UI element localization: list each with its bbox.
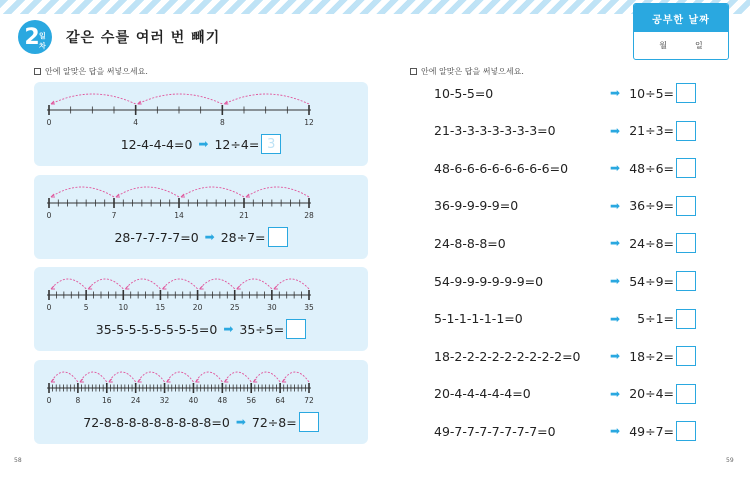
- number-line: [34, 82, 368, 132]
- tick-label: 64: [275, 396, 285, 405]
- division-expression: 35÷5=: [239, 321, 285, 337]
- jump-arc: [253, 372, 280, 382]
- jump-arc: [282, 372, 309, 382]
- answer-box[interactable]: [676, 271, 696, 291]
- tick-label: 21: [239, 211, 249, 220]
- subtraction-equation: 20-4-4-4-4-4=0: [434, 386, 531, 402]
- tick-label: 8: [219, 118, 225, 127]
- jump-arc: [80, 372, 107, 382]
- equation-row: [34, 134, 368, 154]
- equation-row: [34, 227, 368, 247]
- subtraction-equation: 28-7-7-7-7=0: [114, 229, 199, 245]
- equation-row: [34, 319, 368, 339]
- answer-box[interactable]: [676, 421, 696, 441]
- arrow-right-icon: ➡: [198, 137, 209, 151]
- subtraction-equation: 21-3-3-3-3-3-3-3=0: [434, 123, 556, 139]
- lesson-header: [18, 20, 220, 54]
- tick-label: 48: [217, 396, 228, 405]
- tick-label: 5: [83, 303, 89, 312]
- answer-box[interactable]: [676, 309, 696, 329]
- jump-arc: [51, 279, 86, 289]
- jump-arc: [181, 187, 244, 197]
- answer-box[interactable]: 3: [261, 134, 281, 154]
- month-label: 월: [659, 41, 667, 50]
- arrow-right-icon: ➡: [609, 311, 620, 326]
- jump-arc: [274, 279, 309, 289]
- number-line: [34, 360, 368, 410]
- instruction-left: [34, 66, 148, 77]
- jump-arrowhead: [274, 286, 278, 289]
- tick-label: 4: [133, 118, 139, 127]
- equation-row: [434, 308, 696, 330]
- equation-row: [434, 232, 696, 254]
- number-line: [34, 267, 368, 317]
- division-expression: 24÷8=: [629, 235, 674, 251]
- page-title: 같은 수를 여러 번 빼기: [66, 30, 221, 46]
- division-expression: 54÷9=: [629, 273, 674, 289]
- answer-box[interactable]: [676, 158, 696, 178]
- division-expression: 10÷5=: [629, 85, 674, 101]
- jump-arc: [109, 372, 136, 382]
- division-expression: 72÷8=: [251, 414, 297, 430]
- subtraction-equation: 12-4-4-4=0: [120, 136, 193, 152]
- tick-label: 0: [46, 303, 52, 312]
- division-expression: 18÷2=: [629, 348, 674, 364]
- subtraction-equation: 10-5-5=0: [434, 85, 494, 101]
- jump-arc: [51, 187, 114, 197]
- subtraction-equation: 35-5-5-5-5-5-5-5=0: [95, 321, 218, 337]
- tick-label: 25: [229, 303, 240, 312]
- division-expression: 5÷1=: [637, 311, 674, 327]
- answer-box[interactable]: [676, 346, 696, 366]
- tick-label: 24: [130, 396, 141, 405]
- division-group: [610, 196, 696, 216]
- division-group: [610, 346, 696, 366]
- division-expression: 28÷7=: [220, 229, 266, 245]
- division-group: [610, 384, 696, 404]
- tick-label: 72: [304, 396, 314, 405]
- box-symbol-icon: [410, 68, 417, 75]
- answer-box[interactable]: [676, 196, 696, 216]
- box-symbol-icon: [34, 68, 41, 75]
- division-expression: 21÷3=: [629, 123, 674, 139]
- arrow-right-icon: ➡: [609, 161, 620, 176]
- tick-label: 14: [174, 211, 184, 220]
- page-number-right: 59: [726, 457, 734, 464]
- division-expression: 48÷6=: [629, 160, 674, 176]
- subtraction-equation: 5-1-1-1-1-1=0: [434, 311, 523, 327]
- tick-label: 40: [188, 396, 199, 405]
- tick-label: 15: [155, 303, 166, 312]
- day-label: 일: [695, 41, 703, 50]
- subtraction-equation: 54-9-9-9-9-9-9=0: [434, 273, 544, 289]
- jump-arc: [138, 94, 223, 104]
- tick-label: 35: [304, 303, 314, 312]
- equation-row: [434, 120, 696, 142]
- answer-box[interactable]: [676, 233, 696, 253]
- arrow-right-icon: ➡: [609, 123, 620, 138]
- subtraction-equation: 36-9-9-9-9=0: [434, 198, 519, 214]
- number-line-panel: [34, 267, 368, 351]
- tick-label: 32: [159, 396, 170, 405]
- division-expression: 49÷7=: [629, 423, 674, 439]
- arrow-right-icon: ➡: [204, 230, 215, 244]
- tick-label: 0: [46, 211, 52, 220]
- tick-label: 7: [111, 211, 117, 220]
- jump-arc: [138, 372, 165, 382]
- arrow-right-icon: ➡: [609, 198, 620, 213]
- jump-arc: [200, 279, 235, 289]
- answer-box[interactable]: [286, 319, 306, 339]
- division-expression: 12÷4=: [214, 136, 260, 152]
- arrow-right-icon: ➡: [609, 274, 620, 288]
- jump-arc: [246, 187, 309, 197]
- tick-label: 16: [102, 396, 112, 405]
- equation-row: [434, 82, 696, 104]
- answer-box[interactable]: [299, 412, 319, 432]
- arrow-right-icon: ➡: [235, 415, 246, 429]
- equation-row: [434, 195, 696, 217]
- jump-arrowhead: [162, 286, 166, 289]
- arrow-right-icon: ➡: [609, 424, 620, 439]
- day-badge: [18, 20, 52, 54]
- jump-arrowhead: [246, 194, 250, 197]
- tick-label: 30: [267, 303, 277, 312]
- arrow-right-icon: ➡: [609, 386, 620, 401]
- jump-arrowhead: [200, 286, 204, 289]
- jump-arrowhead: [181, 194, 185, 197]
- jump-arc: [51, 372, 78, 382]
- division-expression: 36÷9=: [629, 198, 674, 214]
- tick-label: 0: [46, 396, 52, 405]
- arrow-right-icon: ➡: [609, 86, 620, 100]
- instruction-text: 안에 알맞은 답을 써넣으세요.: [421, 67, 524, 76]
- arrow-right-icon: ➡: [609, 236, 620, 251]
- jump-arrowhead: [116, 194, 120, 197]
- subtraction-equation: 48-6-6-6-6-6-6-6-6=0: [434, 160, 569, 176]
- division-group: [610, 421, 696, 441]
- subtraction-equation: 24-8-8-8=0: [434, 235, 506, 251]
- jump-arc: [224, 372, 251, 382]
- division-group: [610, 271, 696, 291]
- division-group: [610, 233, 696, 253]
- number-line: [34, 175, 368, 225]
- jump-arc: [167, 372, 194, 382]
- division-group: [610, 83, 696, 103]
- jump-arc: [51, 94, 136, 104]
- study-date-box: [633, 3, 729, 60]
- jump-arc: [224, 94, 309, 104]
- tick-label: 8: [75, 396, 81, 405]
- subtraction-equation: 18-2-2-2-2-2-2-2-2-2=0: [434, 348, 581, 364]
- tick-label: 0: [46, 118, 52, 127]
- tick-label: 56: [246, 396, 256, 405]
- tick-label: 20: [192, 303, 203, 312]
- equation-row: [434, 270, 696, 292]
- jump-arc: [195, 372, 222, 382]
- answer-box[interactable]: [676, 83, 696, 103]
- instruction-text: 안에 알맞은 답을 써넣으세요.: [45, 67, 148, 76]
- jump-arc: [162, 279, 197, 289]
- page-number-left: 58: [14, 457, 22, 464]
- jump-arc: [125, 279, 160, 289]
- equation-row: [434, 345, 696, 367]
- arrow-right-icon: ➡: [223, 322, 234, 336]
- equation-row: [34, 412, 368, 432]
- study-date-label: 공부한 날짜: [634, 4, 728, 32]
- division-group: [610, 121, 696, 141]
- jump-arrowhead: [237, 286, 241, 289]
- arrow-right-icon: ➡: [609, 349, 620, 364]
- jump-arrowhead: [88, 286, 92, 289]
- answer-box[interactable]: [676, 384, 696, 404]
- number-line-panel: [34, 360, 368, 444]
- tick-label: 28: [304, 211, 314, 220]
- number-line-panel: [34, 82, 368, 166]
- division-expression: 20÷4=: [629, 386, 674, 402]
- jump-arrowhead: [51, 286, 55, 289]
- jump-arc: [116, 187, 179, 197]
- equation-row: [434, 420, 696, 442]
- jump-arrowhead: [51, 194, 55, 197]
- tick-label: 12: [304, 118, 314, 127]
- instruction-right: [410, 66, 524, 77]
- jump-arc: [88, 279, 123, 289]
- jump-arrowhead: [125, 286, 129, 289]
- equation-row: [434, 157, 696, 179]
- division-group: [610, 309, 696, 329]
- study-date-fields: [634, 32, 728, 59]
- answer-box[interactable]: [268, 227, 288, 247]
- subtraction-equation: 72-8-8-8-8-8-8-8-8-8=0: [83, 414, 230, 430]
- equation-row: [434, 383, 696, 405]
- day-number: 2: [24, 24, 40, 50]
- tick-label: 10: [118, 303, 129, 312]
- answer-box[interactable]: [676, 121, 696, 141]
- day-unit: 일차: [39, 32, 46, 50]
- division-group: [610, 158, 696, 178]
- jump-arc: [237, 279, 272, 289]
- subtraction-equation: 49-7-7-7-7-7-7-7=0: [434, 423, 556, 439]
- number-line-panel: [34, 175, 368, 259]
